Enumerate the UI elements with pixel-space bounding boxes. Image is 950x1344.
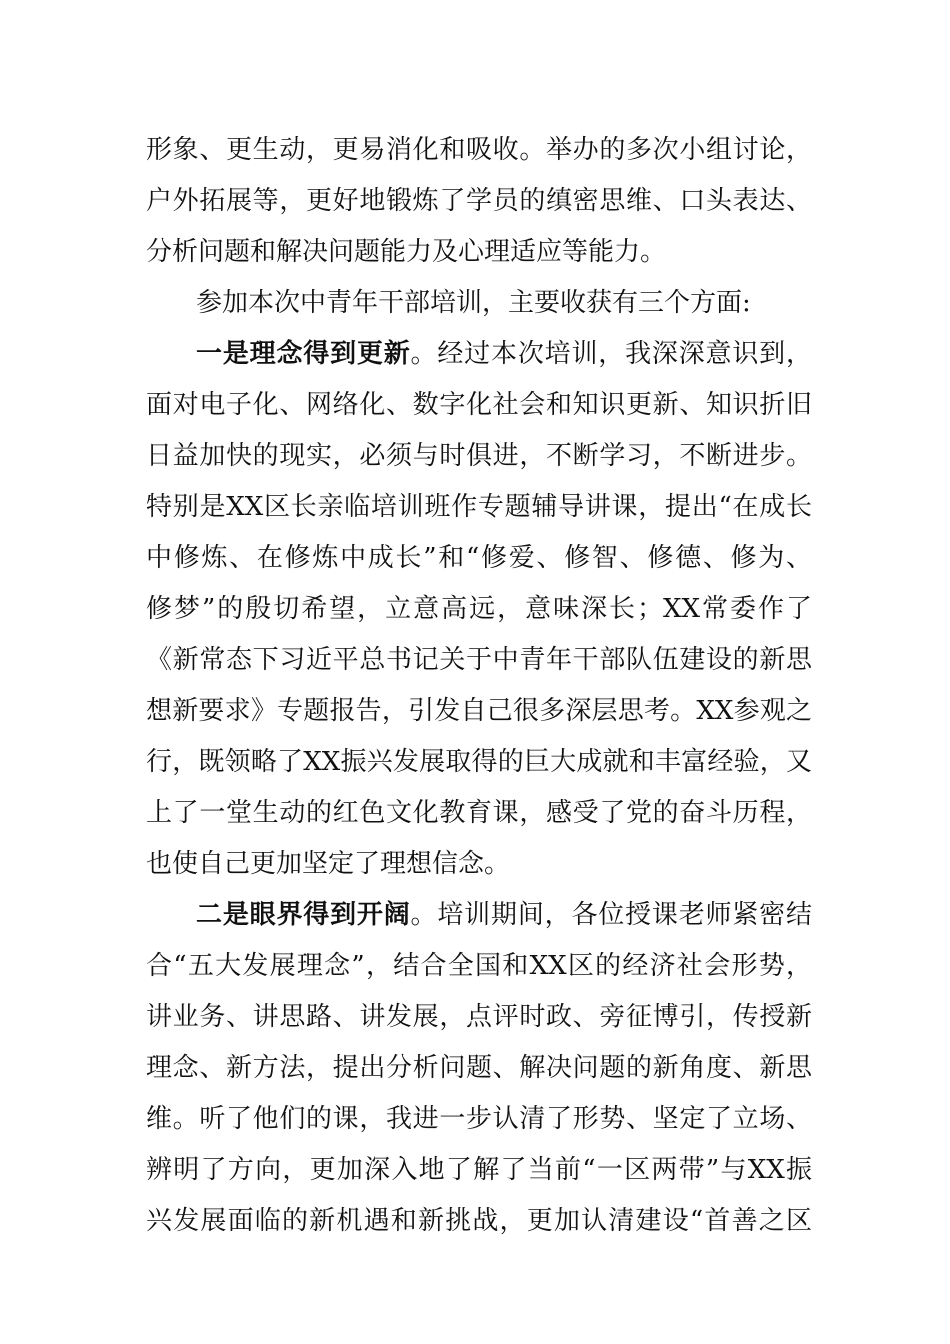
paragraph-line: 日益加快的现实，必须与时俱进，不断学习，不断进步。: [146, 441, 812, 471]
paragraph-line: 特别是XX区长亲临培训班作专题辅导讲课，提出“在成长: [146, 492, 812, 522]
section-heading: 二是眼界得到开阔: [196, 900, 411, 930]
paragraph-line: 辨明了方向，更加深入地了解了当前“一区两带”与XX振: [146, 1155, 812, 1185]
paragraph-line: 修梦”的殷切希望，立意高远，意味深长；XX常委作了: [146, 594, 812, 624]
paragraph-line: 上了一堂生动的红色文化教育课，感受了党的奋斗历程，: [146, 798, 812, 828]
paragraph-line: 行，既领略了XX振兴发展取得的巨大成就和丰富经验，又: [146, 747, 812, 777]
paragraph-line: 讲业务、讲思路、讲发展，点评时政、旁征博引，传授新: [146, 1002, 812, 1032]
paragraph-line: 理念、新方法，提出分析问题、解决问题的新角度、新思: [146, 1053, 812, 1083]
section-heading-line: 一是理念得到更新。经过本次培训，我深深意识到，: [196, 339, 812, 369]
paragraph-line: 也使自己更加坚定了理想信念。: [146, 849, 511, 879]
section-heading-line: 二是眼界得到开阔。培训期间，各位授课老师紧密结: [196, 900, 812, 930]
paragraph-line: 维。听了他们的课，我进一步认清了形势、坚定了立场、: [146, 1104, 812, 1134]
paragraph-line: 兴发展面临的新机遇和新挑战，更加认清建设“首善之区: [146, 1206, 812, 1236]
paragraph-line: 面对电子化、网络化、数字化社会和知识更新、知识折旧: [146, 390, 812, 420]
paragraph-line: 形象、更生动，更易消化和吸收。举办的多次小组讨论，: [146, 135, 812, 165]
paragraph-line: 合“五大发展理念”，结合全国和XX区的经济社会形势，: [146, 951, 812, 981]
section-heading: 一是理念得到更新: [196, 339, 411, 369]
paragraph-line: 《新常态下习近平总书记关于中青年干部队伍建设的新思: [146, 645, 812, 675]
paragraph-line: 中修炼、在修炼中成长”和“修爱、修智、修德、修为、: [146, 543, 812, 573]
paragraph-line: 户外拓展等，更好地锻炼了学员的缜密思维、口头表达、: [146, 186, 812, 216]
paragraph-line: 想新要求》专题报告，引发自己很多深层思考。XX参观之: [146, 696, 812, 726]
paragraph-line: 分析问题和解决问题能力及心理适应等能力。: [146, 237, 667, 267]
paragraph-line: 参加本次中青年干部培训，主要收获有三个方面:: [196, 288, 751, 318]
